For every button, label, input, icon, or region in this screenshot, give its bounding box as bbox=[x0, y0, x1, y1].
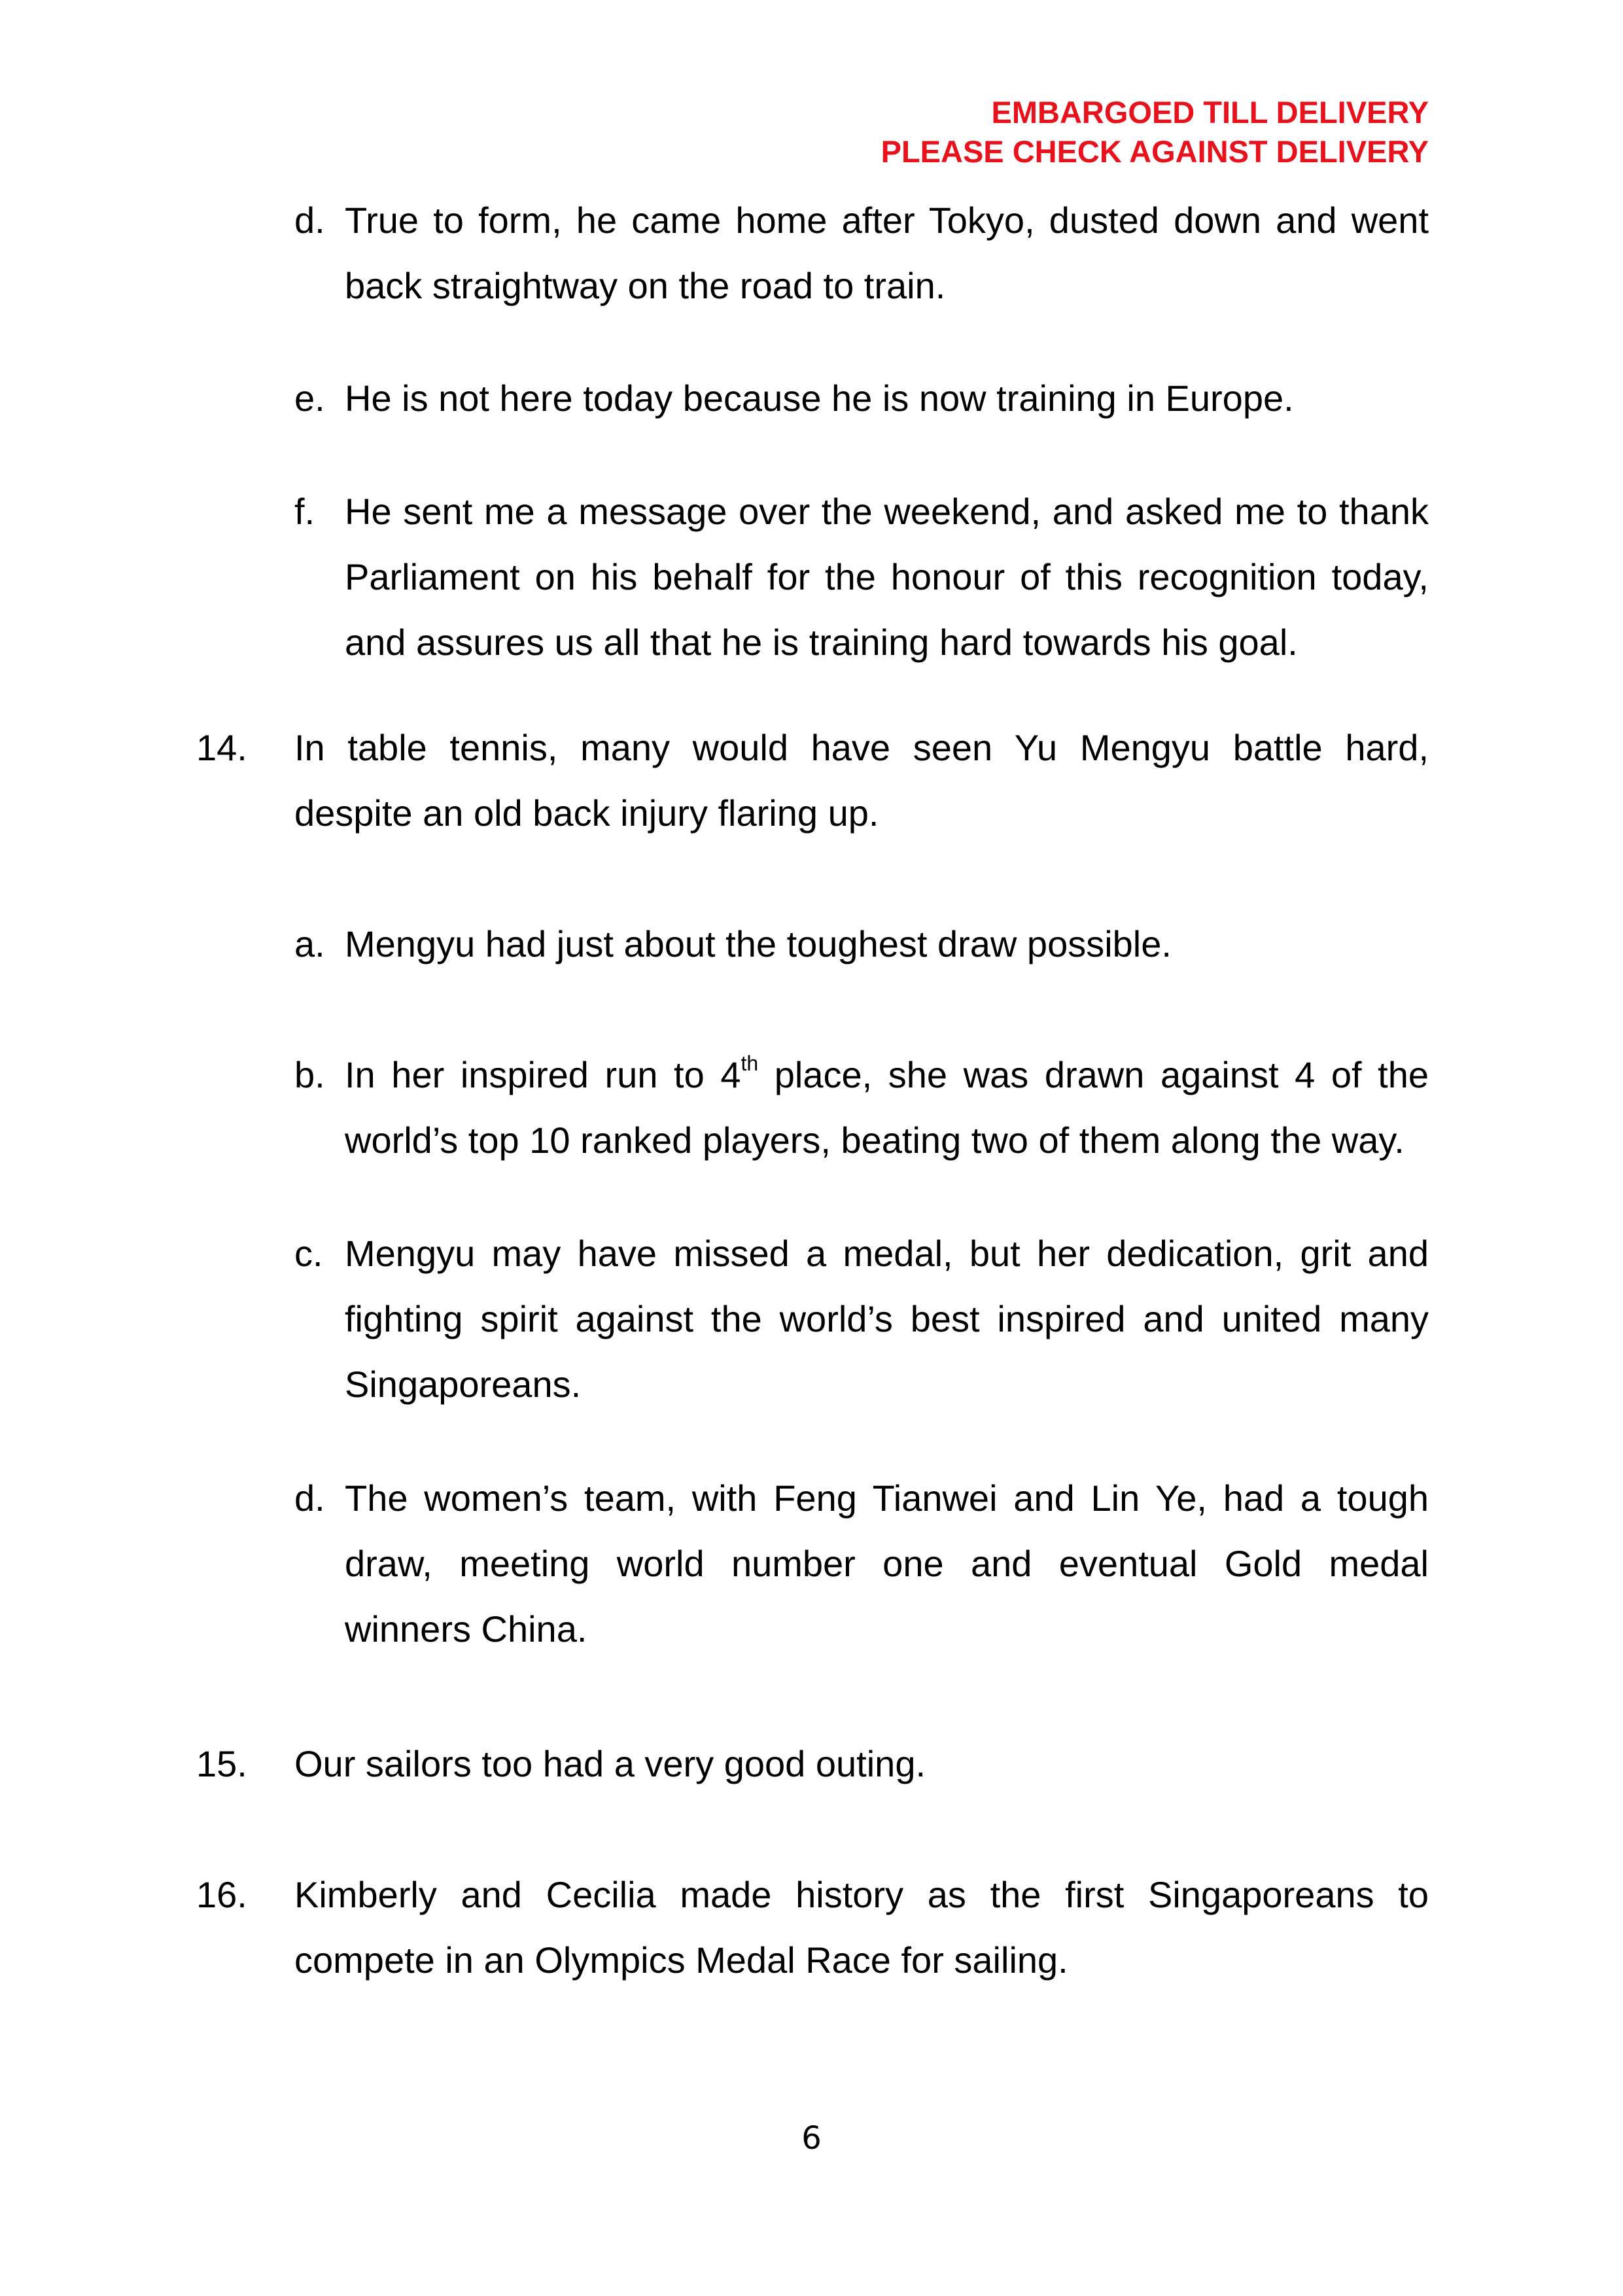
item-text: He is not here today because he is now training in Europe. bbox=[345, 378, 1294, 419]
paragraph-text: In table tennis, many would have seen Yu Mengyu battle hard, despite an old back injury flaring up. bbox=[294, 727, 1429, 834]
embargo-line: EMBARGOED TILL DELIVERY bbox=[991, 95, 1429, 130]
item-label: c. bbox=[294, 1233, 323, 1274]
list-item-f-message bbox=[294, 479, 1429, 675]
item-text: The women’s team, with Feng Tianwei and Lin Ye, had a tough draw, meeting world number one and eventual Gold medal winners China. bbox=[345, 1477, 1429, 1650]
item-text bbox=[345, 1042, 1429, 1173]
paragraph-16 bbox=[196, 1862, 1429, 1993]
paragraph-number: 14. bbox=[196, 727, 247, 768]
item-label: a. bbox=[294, 923, 325, 964]
item-label: b. bbox=[294, 1054, 325, 1095]
paragraph-14 bbox=[196, 715, 1429, 846]
item-label: f. bbox=[294, 491, 315, 532]
paragraph-text: Our sailors too had a very good outing. bbox=[294, 1743, 926, 1784]
item-text: Mengyu had just about the toughest draw possible. bbox=[345, 923, 1172, 964]
list-item-e-europe bbox=[294, 366, 1429, 431]
item-text: True to form, he came home after Tokyo, dusted down and went back straightway on the road to train. bbox=[345, 200, 1429, 306]
item-label: d. bbox=[294, 200, 325, 241]
page-number: 6 bbox=[801, 2120, 822, 2157]
list-item-c-missed-medal bbox=[294, 1221, 1429, 1417]
paragraph-15 bbox=[196, 1731, 1429, 1797]
list-item-b-fourth-place bbox=[294, 1042, 1429, 1173]
item-text-end: place, she was drawn against 4 of the world’s top 10 ranked players, beating two of them along the way. bbox=[345, 1054, 1429, 1161]
item-label: e. bbox=[294, 378, 325, 419]
list-item-d-tokyo bbox=[294, 188, 1429, 319]
list-item-d-womens-team bbox=[294, 1466, 1429, 1662]
item-text: He sent me a message over the weekend, and asked me to thank Parliament on his behalf for the honour of this recognition today, and assures us all that he is training hard towards his goal. bbox=[345, 491, 1429, 663]
paragraph-number: 16. bbox=[196, 1874, 247, 1915]
embargo-header bbox=[881, 93, 1429, 171]
item-label: d. bbox=[294, 1477, 325, 1519]
list-item-a-draw bbox=[294, 911, 1429, 977]
paragraph-number: 15. bbox=[196, 1743, 247, 1784]
item-text: Mengyu may have missed a medal, but her dedication, grit and fighting spirit against the world’s best inspired and united many Singaporeans. bbox=[345, 1233, 1429, 1405]
ordinal-superscript: th bbox=[741, 1051, 759, 1076]
item-text-start: In her inspired run to 4 bbox=[345, 1054, 741, 1095]
paragraph-text: Kimberly and Cecilia made history as the first Singaporeans to compete in an Olympics Medal Race for sailing. bbox=[294, 1874, 1429, 1981]
check-delivery-line: PLEASE CHECK AGAINST DELIVERY bbox=[881, 134, 1429, 169]
